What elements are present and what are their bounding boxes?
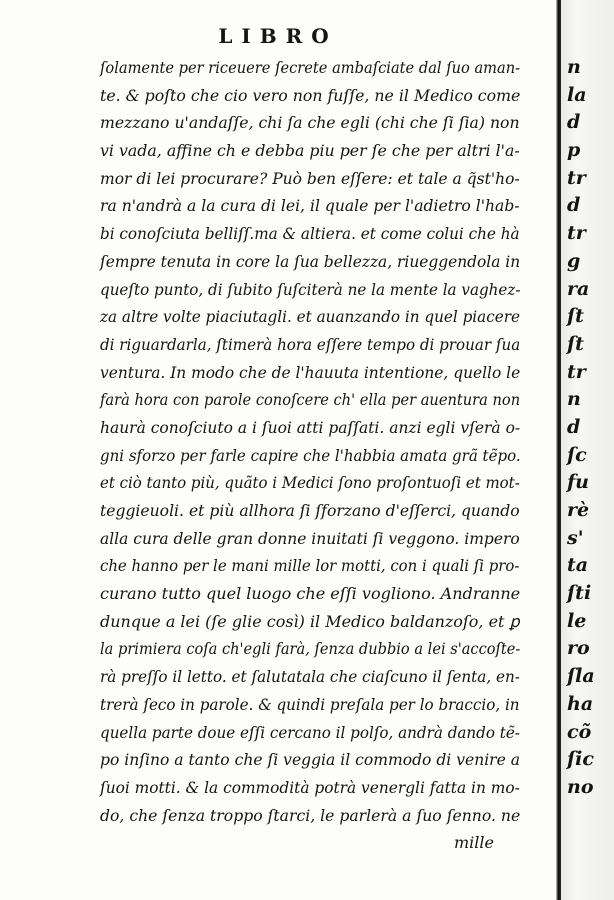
text-line: bi conoſciuta belliſſ.ma & altiera. et come colui che hà [100, 224, 520, 244]
facing-line-fragment: d [567, 415, 581, 438]
text-line: che hanno per le mani mille lor motti, con i quali ſi pro- [100, 556, 520, 576]
text-line: ra n'andrà a la cura di lei, il quale per l'adietro l'hab- [100, 196, 520, 216]
text-line: ventura. In modo che de l'hauuta intentione, quello le [100, 362, 521, 382]
facing-line-fragment: tr [567, 360, 586, 383]
facing-line-fragment: d [567, 111, 581, 134]
facing-line-fragment: ſc [567, 443, 587, 466]
facing-line-fragment: la [567, 83, 587, 106]
facing-line-fragment: ſla [567, 665, 595, 688]
text-line: et ciò tanto più, quãto i Medici ſono proſontuoſi et mot- [100, 473, 520, 493]
facing-line-fragment: n [567, 56, 581, 78]
text-line: haurà conoſciuto a i ſuoi atti paſſati. anzi egli vſerà o- [100, 417, 521, 437]
facing-line-fragment: ro [567, 637, 590, 660]
text-line: trerà ſeco in parole. & quindi preſala per lo braccio, in [100, 694, 520, 714]
body-text [100, 54, 520, 857]
text-line: queſto punto, di ſubito ſuſciterà ne la mente la vaghez- [100, 279, 521, 299]
text-line: ſempre tenuta in core la ſua bellezza, riueggendola in [100, 251, 521, 271]
text-line: rà preſſo il letto. et ſalutatala che ciaſcuno il ſenta, en- [100, 667, 520, 687]
facing-line-fragment: d [567, 194, 581, 217]
text-line: mezzano u'andaſſe, chi ſa che egli (chi che ſi ſia) non [100, 113, 520, 133]
text-line: do, che ſenza troppo ſtarci, le parlerà a ſuo ſenno. ne [100, 805, 521, 825]
text-line: za altre volte piaciutagli. et auanzando in quel piacere [100, 307, 520, 327]
facing-line-fragment: tr [567, 222, 586, 245]
text-line: ſuoi motti. & la commodità potrà venergli fatta in mo- [100, 777, 520, 797]
text-line: di riguardarla, ſtimerà hora eſſere tempo di prouar ſua [100, 334, 521, 354]
facing-page-text [561, 54, 614, 802]
facing-line-fragment: ta [567, 554, 589, 577]
facing-line-fragment: no [567, 775, 594, 798]
text-line: te. & poſto che cio vero non fuſſe, ne il Medico come [100, 85, 521, 105]
catchword: mille [454, 833, 494, 853]
facing-line-fragment: le [567, 609, 587, 632]
text-line: la primiera coſa ch'egli farà, ſenza dubbio a lei s'accoſte- [100, 639, 521, 659]
facing-line-fragment: ha [567, 692, 594, 715]
facing-line-fragment: n [567, 388, 581, 411]
facing-page-edge [561, 0, 614, 900]
facing-line-fragment: fu [567, 471, 589, 494]
text-line: quella parte doue eſſi cercano il polſo, andrà dando tẽ- [100, 722, 520, 742]
facing-line-fragment: s' [567, 526, 584, 549]
text-line: po inſino a tanto che ſi veggia il commodo di venire a [100, 750, 521, 770]
facing-line-fragment: g [567, 249, 581, 272]
facing-line-fragment: cõ [567, 720, 592, 743]
facing-line-fragment: p [567, 139, 581, 162]
facing-line-fragment: ſic [567, 748, 594, 771]
text-line: alla cura delle gran donne inuitati ſi veggono. impero [100, 528, 520, 548]
text-line: ſolamente per riceuere ſecrete ambaſciate dal ſuo aman- [100, 58, 521, 77]
text-line: dunque a lei (ſe glie così) il Medico baldanzoſo, et ꝑ [100, 611, 520, 631]
text-line: vi vada, affine ch e debba piu per ſe che per altri l'a- [100, 141, 520, 161]
facing-line-fragment: ſt [567, 332, 584, 355]
facing-line-fragment: tr [567, 166, 586, 189]
text-line: farà hora con parole conoſcere ch' ella per auentura non [100, 390, 521, 410]
running-head: LIBRO [218, 24, 338, 48]
facing-line-fragment: ſt [567, 305, 584, 328]
text-line: teggieuoli. et più allhora ſi ſforzano d'eſſerci, quando [100, 501, 520, 520]
facing-line-fragment: ra [567, 277, 590, 300]
text-line: curano tutto quel luogo che eſſi vogliono. Andranne [100, 584, 521, 604]
facing-line-fragment: ſti [567, 582, 592, 605]
facing-line-fragment: rè [567, 499, 590, 521]
text-line: mor di lei procurare? Può ben eſſere: et tale a q̃st'ho- [100, 168, 520, 188]
text-line: gni sforzo per farle capire che l'habbia amata grã tẽpo. [100, 445, 521, 465]
